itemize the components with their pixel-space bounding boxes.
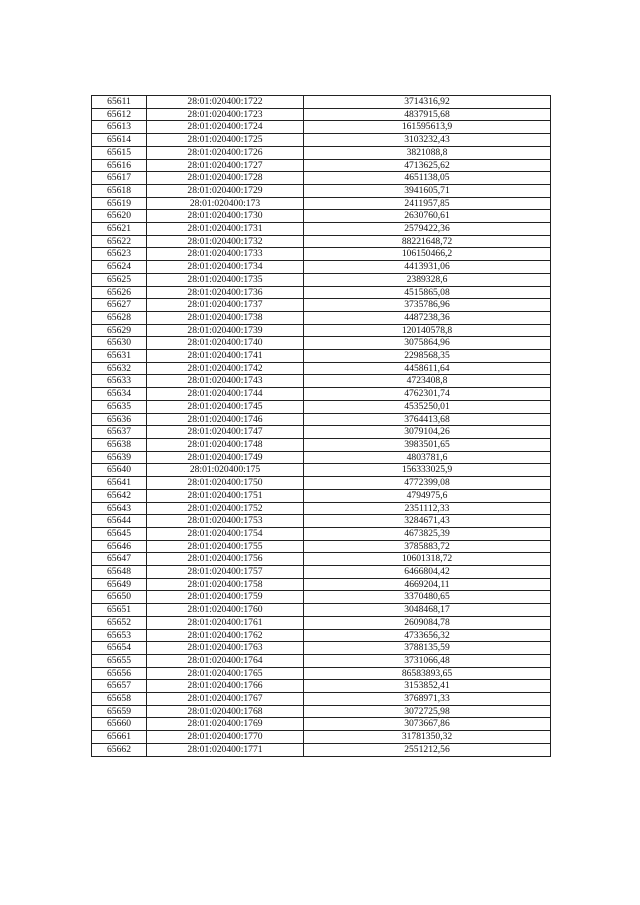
row-number-cell: 65653	[92, 629, 147, 642]
value-cell: 3284671,43	[304, 515, 551, 528]
row-number-cell: 65619	[92, 197, 147, 210]
value-cell: 3153852,41	[304, 680, 551, 693]
row-number-cell: 65611	[92, 96, 147, 109]
table-row	[92, 464, 551, 477]
row-number-cell: 65660	[92, 718, 147, 731]
cadastral-number-cell: 28:01:020400:1739	[147, 324, 304, 337]
row-number-cell: 65658	[92, 693, 147, 706]
table-row	[92, 223, 551, 236]
row-number-cell: 65639	[92, 451, 147, 464]
table-row	[92, 273, 551, 286]
table-row	[92, 438, 551, 451]
cadastral-number-cell: 28:01:020400:1756	[147, 553, 304, 566]
value-cell: 4794975,6	[304, 489, 551, 502]
table-row	[92, 362, 551, 375]
value-cell: 2411957,85	[304, 197, 551, 210]
row-number-cell: 65655	[92, 654, 147, 667]
table-row	[92, 311, 551, 324]
value-cell: 4713625,62	[304, 159, 551, 172]
row-number-cell: 65643	[92, 502, 147, 515]
cadastral-number-cell: 28:01:020400:1749	[147, 451, 304, 464]
cadastral-number-cell: 28:01:020400:1771	[147, 743, 304, 756]
row-number-cell: 65648	[92, 566, 147, 579]
table-row	[92, 172, 551, 185]
row-number-cell: 65650	[92, 591, 147, 604]
cadastral-number-cell: 28:01:020400:1758	[147, 578, 304, 591]
value-cell: 4837915,68	[304, 108, 551, 121]
cadastral-number-cell: 28:01:020400:1738	[147, 311, 304, 324]
row-number-cell: 65635	[92, 400, 147, 413]
row-number-cell: 65640	[92, 464, 147, 477]
table-row	[92, 743, 551, 756]
row-number-cell: 65627	[92, 299, 147, 312]
table-row	[92, 388, 551, 401]
cadastral-number-cell: 28:01:020400:1744	[147, 388, 304, 401]
value-cell: 86583893,65	[304, 667, 551, 680]
row-number-cell: 65626	[92, 286, 147, 299]
table-row	[92, 680, 551, 693]
row-number-cell: 65662	[92, 743, 147, 756]
row-number-cell: 65636	[92, 413, 147, 426]
cadastral-number-cell: 28:01:020400:1741	[147, 350, 304, 363]
cadastral-number-cell: 28:01:020400:1760	[147, 604, 304, 617]
table-row	[92, 350, 551, 363]
value-cell: 4762301,74	[304, 388, 551, 401]
cadastral-number-cell: 28:01:020400:1763	[147, 642, 304, 655]
value-cell: 4651138,05	[304, 172, 551, 185]
value-cell: 3075864,96	[304, 337, 551, 350]
table-row	[92, 515, 551, 528]
value-cell: 4772399,08	[304, 477, 551, 490]
cadastral-number-cell: 28:01:020400:1769	[147, 718, 304, 731]
cadastral-number-cell: 28:01:020400:1726	[147, 146, 304, 159]
cadastral-number-cell: 28:01:020400:1754	[147, 527, 304, 540]
row-number-cell: 65661	[92, 731, 147, 744]
value-cell: 3785883,72	[304, 540, 551, 553]
value-cell: 4673825,39	[304, 527, 551, 540]
value-cell: 120140578,8	[304, 324, 551, 337]
value-cell: 4515865,08	[304, 286, 551, 299]
row-number-cell: 65651	[92, 604, 147, 617]
row-number-cell: 65622	[92, 235, 147, 248]
table-row	[92, 261, 551, 274]
table-row	[92, 705, 551, 718]
cadastral-number-cell: 28:01:020400:1745	[147, 400, 304, 413]
table-row	[92, 642, 551, 655]
value-cell: 3073667,86	[304, 718, 551, 731]
row-number-cell: 65621	[92, 223, 147, 236]
cadastral-number-cell: 28:01:020400:1753	[147, 515, 304, 528]
table-row	[92, 667, 551, 680]
cadastral-number-cell: 28:01:020400:1768	[147, 705, 304, 718]
value-cell: 4413931,06	[304, 261, 551, 274]
table-row	[92, 324, 551, 337]
row-number-cell: 65641	[92, 477, 147, 490]
value-cell: 3103232,43	[304, 134, 551, 147]
cadastral-number-cell: 28:01:020400:1743	[147, 375, 304, 388]
cadastral-number-cell: 28:01:020400:1729	[147, 184, 304, 197]
row-number-cell: 65625	[92, 273, 147, 286]
value-cell: 2630760,61	[304, 210, 551, 223]
cadastral-number-cell: 28:01:020400:1740	[147, 337, 304, 350]
value-cell: 2351112,33	[304, 502, 551, 515]
table-row	[92, 248, 551, 261]
table-row	[92, 210, 551, 223]
value-cell: 3821088,8	[304, 146, 551, 159]
table-row	[92, 654, 551, 667]
cadastral-number-cell: 28:01:020400:1751	[147, 489, 304, 502]
cadastral-number-cell: 28:01:020400:1766	[147, 680, 304, 693]
row-number-cell: 65620	[92, 210, 147, 223]
value-cell: 3788135,59	[304, 642, 551, 655]
table-row	[92, 629, 551, 642]
cadastral-number-cell: 28:01:020400:1732	[147, 235, 304, 248]
table-row	[92, 566, 551, 579]
value-cell: 106150466,2	[304, 248, 551, 261]
cadastral-number-cell: 28:01:020400:1728	[147, 172, 304, 185]
row-number-cell: 65617	[92, 172, 147, 185]
cadastral-number-cell: 28:01:020400:1727	[147, 159, 304, 172]
cadastral-number-cell: 28:01:020400:1748	[147, 438, 304, 451]
value-cell: 4733656,32	[304, 629, 551, 642]
value-cell: 3768971,33	[304, 693, 551, 706]
row-number-cell: 65614	[92, 134, 147, 147]
value-cell: 10601318,72	[304, 553, 551, 566]
row-number-cell: 65618	[92, 184, 147, 197]
table-body	[92, 96, 551, 757]
cadastral-number-cell: 28:01:020400:1764	[147, 654, 304, 667]
table-row	[92, 108, 551, 121]
table-row	[92, 96, 551, 109]
table-row	[92, 400, 551, 413]
value-cell: 4723408,8	[304, 375, 551, 388]
value-cell: 3370480,65	[304, 591, 551, 604]
cadastral-number-cell: 28:01:020400:1722	[147, 96, 304, 109]
table-row	[92, 693, 551, 706]
cadastral-number-cell: 28:01:020400:1730	[147, 210, 304, 223]
table-row	[92, 146, 551, 159]
table-row	[92, 451, 551, 464]
value-cell: 3735786,96	[304, 299, 551, 312]
cadastral-number-cell: 28:01:020400:1770	[147, 731, 304, 744]
table-row	[92, 159, 551, 172]
table-row	[92, 121, 551, 134]
value-cell: 3941605,71	[304, 184, 551, 197]
row-number-cell: 65613	[92, 121, 147, 134]
value-cell: 4535250,01	[304, 400, 551, 413]
value-cell: 3983501,65	[304, 438, 551, 451]
table-row	[92, 286, 551, 299]
value-cell: 31781350,32	[304, 731, 551, 744]
value-cell: 3048468,17	[304, 604, 551, 617]
row-number-cell: 65638	[92, 438, 147, 451]
value-cell: 3764413,68	[304, 413, 551, 426]
row-number-cell: 65630	[92, 337, 147, 350]
table-row	[92, 718, 551, 731]
cadastral-number-cell: 28:01:020400:1742	[147, 362, 304, 375]
table-row	[92, 591, 551, 604]
cadastral-number-cell: 28:01:020400:1752	[147, 502, 304, 515]
table-row	[92, 184, 551, 197]
value-cell: 3731066,48	[304, 654, 551, 667]
row-number-cell: 65637	[92, 426, 147, 439]
cadastral-number-cell: 28:01:020400:1724	[147, 121, 304, 134]
value-cell: 2389328,6	[304, 273, 551, 286]
cadastral-number-cell: 28:01:020400:1734	[147, 261, 304, 274]
table-row	[92, 540, 551, 553]
table-row	[92, 426, 551, 439]
value-cell: 88221648,72	[304, 235, 551, 248]
table-row	[92, 235, 551, 248]
table-row	[92, 616, 551, 629]
value-cell: 4487238,36	[304, 311, 551, 324]
cadastral-number-cell: 28:01:020400:1731	[147, 223, 304, 236]
value-cell: 4669204,11	[304, 578, 551, 591]
row-number-cell: 65649	[92, 578, 147, 591]
cadastral-number-cell: 28:01:020400:1762	[147, 629, 304, 642]
table-row	[92, 553, 551, 566]
row-number-cell: 65647	[92, 553, 147, 566]
cadastral-number-cell: 28:01:020400:1747	[147, 426, 304, 439]
value-cell: 156333025,9	[304, 464, 551, 477]
table-row	[92, 134, 551, 147]
value-cell: 2298568,35	[304, 350, 551, 363]
row-number-cell: 65652	[92, 616, 147, 629]
row-number-cell: 65654	[92, 642, 147, 655]
table-row	[92, 413, 551, 426]
cadastral-number-cell: 28:01:020400:1737	[147, 299, 304, 312]
row-number-cell: 65631	[92, 350, 147, 363]
row-number-cell: 65633	[92, 375, 147, 388]
cadastral-number-cell: 28:01:020400:1723	[147, 108, 304, 121]
row-number-cell: 65657	[92, 680, 147, 693]
row-number-cell: 65624	[92, 261, 147, 274]
row-number-cell: 65628	[92, 311, 147, 324]
value-cell: 161595613,9	[304, 121, 551, 134]
value-cell: 4458611,64	[304, 362, 551, 375]
table-row	[92, 578, 551, 591]
value-cell: 2579422,36	[304, 223, 551, 236]
value-cell: 3714316,92	[304, 96, 551, 109]
cadastral-number-cell: 28:01:020400:1765	[147, 667, 304, 680]
row-number-cell: 65615	[92, 146, 147, 159]
cadastral-number-cell: 28:01:020400:1750	[147, 477, 304, 490]
row-number-cell: 65629	[92, 324, 147, 337]
cadastral-number-cell: 28:01:020400:1736	[147, 286, 304, 299]
cadastral-number-cell: 28:01:020400:1735	[147, 273, 304, 286]
cadastral-number-cell: 28:01:020400:1757	[147, 566, 304, 579]
cadastral-number-cell: 28:01:020400:1725	[147, 134, 304, 147]
row-number-cell: 65612	[92, 108, 147, 121]
table-row	[92, 337, 551, 350]
table-row	[92, 489, 551, 502]
row-number-cell: 65634	[92, 388, 147, 401]
table-row	[92, 731, 551, 744]
table-row	[92, 502, 551, 515]
table-row	[92, 299, 551, 312]
row-number-cell: 65644	[92, 515, 147, 528]
table-row	[92, 197, 551, 210]
cadastral-number-cell: 28:01:020400:173	[147, 197, 304, 210]
row-number-cell: 65616	[92, 159, 147, 172]
row-number-cell: 65645	[92, 527, 147, 540]
cadastral-value-table	[91, 95, 551, 757]
cadastral-number-cell: 28:01:020400:175	[147, 464, 304, 477]
row-number-cell: 65656	[92, 667, 147, 680]
value-cell: 4803781,6	[304, 451, 551, 464]
table-row	[92, 375, 551, 388]
row-number-cell: 65646	[92, 540, 147, 553]
row-number-cell: 65632	[92, 362, 147, 375]
row-number-cell: 65642	[92, 489, 147, 502]
value-cell: 3072725,98	[304, 705, 551, 718]
cadastral-number-cell: 28:01:020400:1746	[147, 413, 304, 426]
value-cell: 3079104,26	[304, 426, 551, 439]
cadastral-number-cell: 28:01:020400:1759	[147, 591, 304, 604]
table-row	[92, 527, 551, 540]
table-row	[92, 477, 551, 490]
cadastral-number-cell: 28:01:020400:1761	[147, 616, 304, 629]
value-cell: 2551212,56	[304, 743, 551, 756]
cadastral-number-cell: 28:01:020400:1733	[147, 248, 304, 261]
cadastral-number-cell: 28:01:020400:1755	[147, 540, 304, 553]
table-row	[92, 604, 551, 617]
row-number-cell: 65659	[92, 705, 147, 718]
cadastral-number-cell: 28:01:020400:1767	[147, 693, 304, 706]
value-cell: 6466804,42	[304, 566, 551, 579]
row-number-cell: 65623	[92, 248, 147, 261]
value-cell: 2609084,78	[304, 616, 551, 629]
